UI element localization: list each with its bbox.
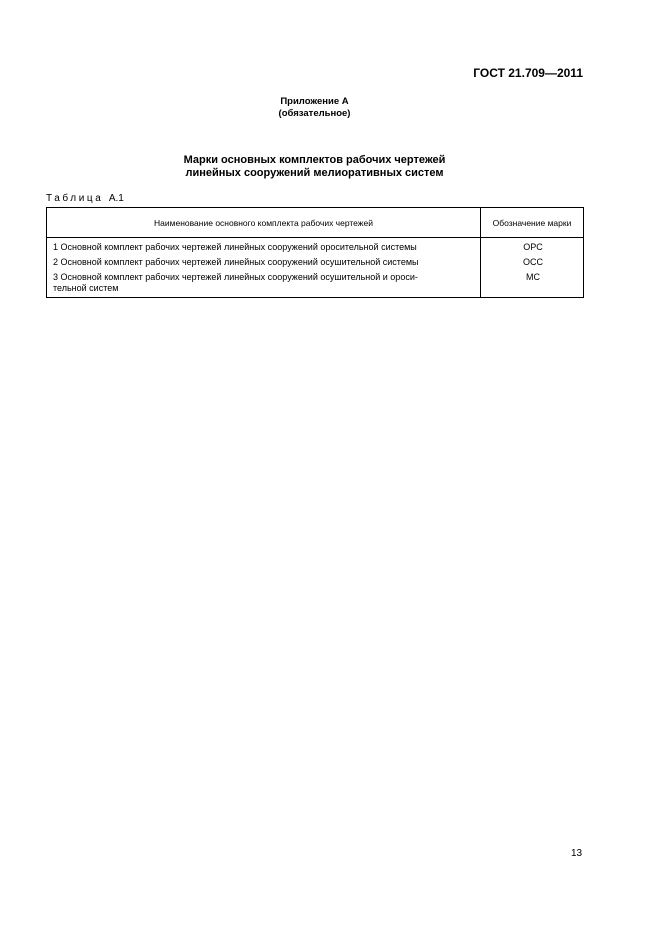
row-name [47,270,481,298]
row-code: МС [481,270,584,298]
appendix-label: Приложение А [280,96,349,107]
table-caption-word: Таблица [46,193,104,204]
table-header-row [47,208,584,238]
table-row [47,270,584,298]
page-title [0,154,629,180]
row-code: ОРС [481,238,584,256]
column-header-name: Наименование основного комплекта рабочих чертежей [47,208,481,238]
column-header-code: Обозначение марки [481,208,584,238]
row-name-line-1: 3 Основной комплект рабочих чертежей линейных сооружений осушительной и ороси- [53,272,418,282]
marks-table [46,207,584,298]
title-line-2: линейных сооружений мелиоративных систем [185,167,444,179]
title-line-1: Марки основных комплектов рабочих чертежей [183,154,446,166]
document-code: ГОСТ 21.709—2011 [473,66,583,80]
table-caption-number: А.1 [108,193,124,204]
table-row [47,238,584,256]
table-caption [46,193,124,204]
row-name: 1 Основной комплект рабочих чертежей линейных сооружений оросительной системы [47,238,481,256]
row-name: 2 Основной комплект рабочих чертежей линейных сооружений осушительной системы [47,255,481,270]
row-name-line-2: тельной систем [53,283,119,293]
row-code: ОСС [481,255,584,270]
appendix-status: (обязательное) [278,108,351,119]
appendix-heading [0,96,629,120]
table-row [47,255,584,270]
page-number: 13 [571,848,583,859]
